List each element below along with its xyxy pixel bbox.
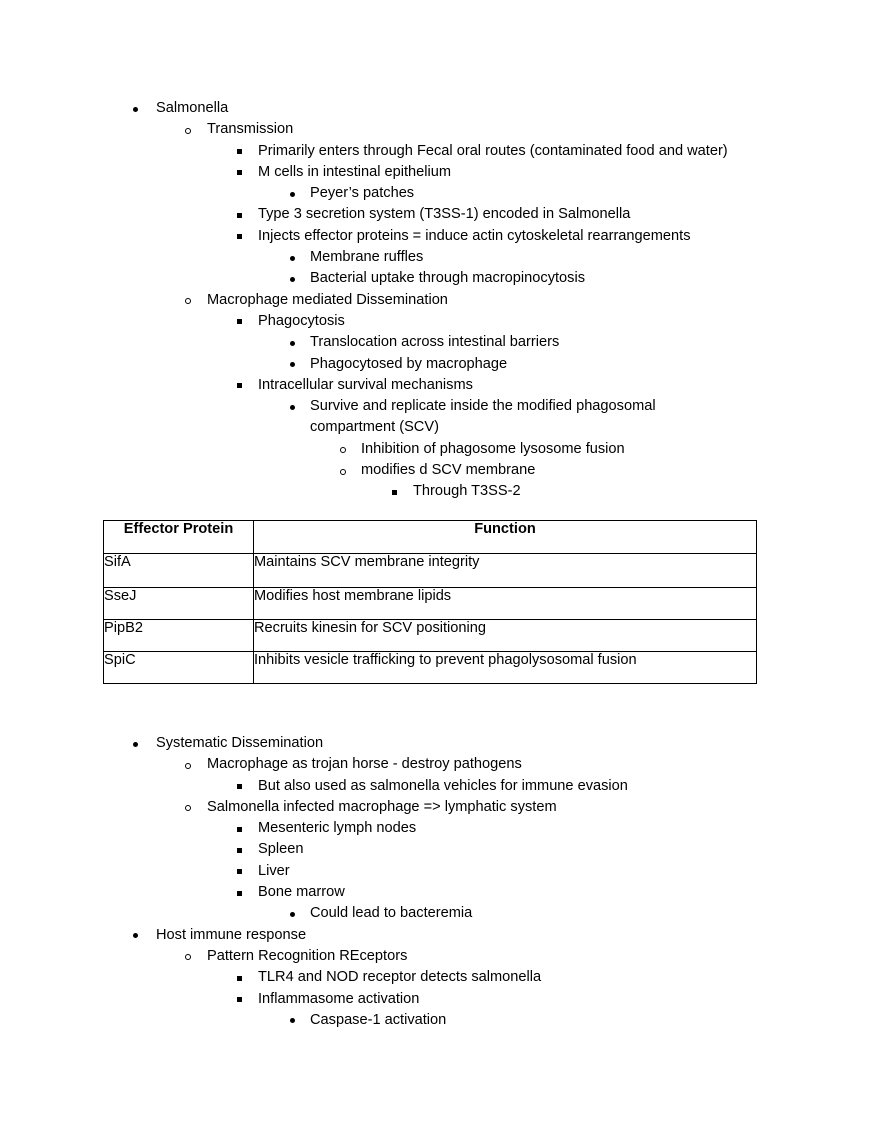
table-header-effector-protein: Effector Protein [104,521,254,554]
square-bullet-icon [237,869,242,874]
square-bullet-icon [237,319,242,324]
outline-item [0,754,880,775]
outline-item [0,354,880,375]
disc-bullet-icon [290,912,295,917]
disc-bullet-icon [290,1018,295,1023]
outline-item-label: Type 3 secretion system (T3SS-1) encoded in Salmonella [258,206,631,223]
disc-bullet-icon [133,107,138,112]
outline-item-label: Systematic Dissemination [156,735,324,751]
table-cell-function: Recruits kinesin for SCV positioning [254,620,757,652]
outline-item-label: Caspase-1 activation [310,1011,447,1028]
outline-item [0,925,880,946]
outline-item [0,797,880,818]
outline-item-label: Phagocytosis [258,312,345,329]
square-bullet-icon [237,170,242,175]
square-bullet-icon [237,997,242,1002]
outline-item [0,226,880,247]
outline-item-label: Macrophage as trojan horse - destroy pathogens [207,756,522,773]
outline-item-label: TLR4 and NOD receptor detects salmonella [258,969,542,986]
outline-item [0,247,880,268]
square-bullet-icon [237,976,242,981]
outline-item-label: Bone marrow [258,884,345,901]
circle-bullet-icon [185,298,191,304]
outline-item-label: Salmonella [156,100,229,116]
table-cell-protein: SpiC [104,652,254,684]
outline-item-label: Spleen [258,841,304,858]
outline-item-label: M cells in intestinal epithelium [258,163,452,180]
outline-item [0,776,880,797]
square-bullet-icon [392,490,397,495]
outline-item-label: Survive and replicate inside the modified phagosomal compartment (SCV) [310,398,656,436]
table-cell-protein: PipB2 [104,620,254,652]
circle-bullet-icon [185,805,191,811]
outline-item-label: Host immune response [156,926,307,943]
circle-bullet-icon [340,447,346,453]
table-row [104,554,757,588]
outline-item [0,460,880,481]
outline-item-label: Through T3SS-2 [413,483,521,500]
table-header-row [104,521,757,554]
outline-item [0,119,880,140]
table-cell-protein: SifA [104,554,254,588]
outline-item [0,332,880,353]
outline-item [0,375,880,396]
disc-bullet-icon [290,341,295,346]
square-bullet-icon [237,827,242,832]
outline-item-label: Translocation across intestinal barriers [310,334,560,351]
outline-item [0,439,880,460]
circle-bullet-icon [185,763,191,769]
table-cell-function: Maintains SCV membrane integrity [254,554,757,588]
outline-item [0,481,880,502]
outline-item-label: Peyer’s patches [310,185,415,202]
outline-item [0,882,880,903]
outline-item-label: modifies d SCV membrane [361,462,536,479]
disc-bullet-icon [290,277,295,282]
outline-item [0,396,880,439]
outline-item [0,311,880,332]
outline-item-label: Pattern Recognition REceptors [207,947,408,964]
outline-item-label: Transmission [207,121,294,138]
outline-item [0,268,880,289]
outline-item [0,818,880,839]
square-bullet-icon [237,149,242,154]
circle-bullet-icon [185,954,191,960]
table-row [104,588,757,620]
outline-item-label: Bacterial uptake through macropinocytosis [310,270,585,287]
outline-item-label: Injects effector proteins = induce actin cytoskeletal rearrangements [258,227,691,244]
outline-item [0,162,880,183]
outline-item-label: Salmonella infected macrophage => lymphatic system [207,798,557,815]
outline-item [0,967,880,988]
effector-protein-table-wrapper [103,520,756,684]
disc-bullet-icon [133,742,138,747]
square-bullet-icon [237,784,242,789]
outline-item [0,1010,880,1031]
outline-item [0,204,880,225]
outline-item [0,733,880,754]
disc-bullet-icon [290,256,295,261]
circle-bullet-icon [185,128,191,134]
outline-item-label: Phagocytosed by macrophage [310,355,508,372]
square-bullet-icon [237,213,242,218]
outline-item [0,98,880,119]
square-bullet-icon [237,234,242,239]
square-bullet-icon [237,848,242,853]
table-row [104,652,757,684]
outline-item-label: Primarily enters through Fecal oral routes (contaminated food and water) [258,142,728,159]
outline-list-top [0,98,880,503]
disc-bullet-icon [290,192,295,197]
outline-item-label: Liver [258,862,290,879]
table-cell-function: Inhibits vesicle trafficking to prevent phagolysosomal fusion [254,652,757,684]
outline-item-label: Intracellular survival mechanisms [258,376,473,393]
table-cell-function: Modifies host membrane lipids [254,588,757,620]
outline-item [0,903,880,924]
outline-item-label: Inflammasome activation [258,990,420,1007]
outline-item [0,839,880,860]
outline-list-bottom [0,733,880,1031]
table-body [104,554,757,684]
disc-bullet-icon [290,362,295,367]
square-bullet-icon [237,891,242,896]
disc-bullet-icon [290,405,295,410]
table-cell-protein: SseJ [104,588,254,620]
table-row [104,620,757,652]
outline-item-label: Could lead to bacteremia [310,905,473,922]
outline-item [0,861,880,882]
outline-item-label: Macrophage mediated Dissemination [207,291,448,308]
circle-bullet-icon [340,469,346,475]
table-header-function: Function [254,521,757,554]
effector-protein-table [103,520,757,684]
outline-item-label: Inhibition of phagosome lysosome fusion [361,440,625,457]
outline-item [0,183,880,204]
outline-item-label: But also used as salmonella vehicles for immune evasion [258,777,628,794]
outline-item [0,141,880,162]
square-bullet-icon [237,383,242,388]
outline-item [0,989,880,1010]
outline-item-label: Mesenteric lymph nodes [258,820,417,837]
disc-bullet-icon [133,933,138,938]
outline-item [0,946,880,967]
outline-item-label: Membrane ruffles [310,249,424,266]
outline-item [0,290,880,311]
